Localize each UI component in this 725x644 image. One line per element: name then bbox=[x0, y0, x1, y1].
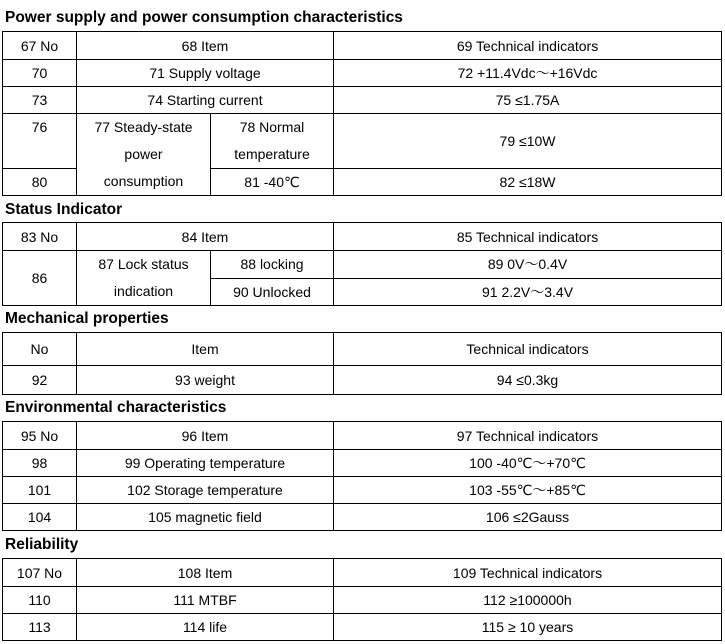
status-table bbox=[2, 222, 722, 306]
reliability-section-title: Reliability bbox=[5, 536, 79, 553]
table-row bbox=[3, 614, 722, 641]
row-item: 102 Storage temperature bbox=[77, 477, 334, 504]
environmental-table bbox=[2, 421, 722, 531]
header-no: 95 No bbox=[3, 422, 77, 450]
lock-status-line2: indication bbox=[113, 283, 174, 299]
header-tech: 85 Technical indicators bbox=[334, 223, 722, 251]
table-row bbox=[3, 251, 722, 279]
row-item: 114 life bbox=[77, 614, 334, 641]
row-no: 70 bbox=[3, 60, 77, 87]
reliability-table bbox=[2, 558, 722, 641]
row-no: 92 bbox=[3, 366, 77, 395]
row-no: 73 bbox=[3, 87, 77, 114]
steady-state-line1: 77 Steady-state bbox=[94, 119, 193, 135]
mechanical-section-title: Mechanical properties bbox=[5, 310, 169, 327]
header-no: 83 No bbox=[3, 223, 77, 251]
row-tech: 115 ≥ 10 years bbox=[334, 614, 722, 641]
header-tech: Technical indicators bbox=[334, 333, 722, 366]
row-tech: 94 ≤0.3kg bbox=[334, 366, 722, 395]
table-row bbox=[3, 477, 722, 504]
header-tech: 97 Technical indicators bbox=[334, 422, 722, 450]
row-no: 80 bbox=[3, 169, 77, 196]
row-tech: 103 -55℃～+85℃ bbox=[334, 477, 722, 504]
table-header-row bbox=[3, 223, 722, 251]
header-item: 96 Item bbox=[77, 422, 334, 450]
header-item: 68 Item bbox=[77, 32, 334, 60]
header-item: 84 Item bbox=[77, 223, 334, 251]
row-item: 99 Operating temperature bbox=[77, 450, 334, 477]
table-header-row bbox=[3, 32, 722, 60]
table-row bbox=[3, 450, 722, 477]
table-header-row bbox=[3, 422, 722, 450]
row-tech: 100 -40℃～+70℃ bbox=[334, 450, 722, 477]
unlocked-cell: 90 Unlocked bbox=[211, 278, 334, 306]
table-row bbox=[3, 87, 722, 114]
power-table bbox=[2, 31, 722, 196]
row-no: 76 bbox=[3, 114, 77, 169]
cold-temperature-cell: 81 -40℃ bbox=[211, 169, 334, 196]
mechanical-table bbox=[2, 332, 722, 395]
row-item: 111 MTBF bbox=[77, 587, 334, 614]
power-section-title: Power supply and power consumption characteristics bbox=[5, 9, 403, 26]
steady-state-line2: power bbox=[124, 146, 163, 162]
locking-cell: 88 locking bbox=[211, 251, 334, 279]
row-no: 86 bbox=[3, 251, 77, 306]
steady-state-line3: consumption bbox=[103, 173, 184, 189]
header-no: 67 No bbox=[3, 32, 77, 60]
row-no: 101 bbox=[3, 477, 77, 504]
table-header-row bbox=[3, 333, 722, 366]
row-no: 104 bbox=[3, 504, 77, 531]
row-item: 93 weight bbox=[77, 366, 334, 395]
table-row bbox=[3, 366, 722, 395]
header-item: 108 Item bbox=[77, 559, 334, 587]
table-header-row bbox=[3, 559, 722, 587]
table-row bbox=[3, 587, 722, 614]
locking-tech: 89 0V～0.4V bbox=[334, 251, 722, 279]
row-item: 105 magnetic field bbox=[77, 504, 334, 531]
row-no: 98 bbox=[3, 450, 77, 477]
unlocked-tech: 91 2.2V～3.4V bbox=[334, 278, 722, 306]
normal-temperature-cell bbox=[211, 114, 334, 169]
environmental-section-title: Environmental characteristics bbox=[5, 399, 227, 416]
normal-line2: temperature bbox=[234, 146, 310, 162]
header-tech: 69 Technical indicators bbox=[334, 32, 722, 60]
steady-state-item bbox=[77, 114, 211, 196]
normal-line1: 78 Normal bbox=[239, 119, 305, 135]
header-item: Item bbox=[77, 333, 334, 366]
row-item: 74 Starting current bbox=[77, 87, 334, 114]
row-tech: 106 ≤2Gauss bbox=[334, 504, 722, 531]
lock-status-item bbox=[77, 251, 211, 306]
row-item: 71 Supply voltage bbox=[77, 60, 334, 87]
row-no: 113 bbox=[3, 614, 77, 641]
header-no: No bbox=[3, 333, 77, 366]
row-tech: 112 ≥100000h bbox=[334, 587, 722, 614]
normal-tech: 79 ≤10W bbox=[334, 114, 722, 169]
header-no: 107 No bbox=[3, 559, 77, 587]
row-tech: 72 +11.4Vdc～+16Vdc bbox=[334, 60, 722, 87]
cold-tech: 82 ≤18W bbox=[334, 169, 722, 196]
table-row bbox=[3, 114, 722, 169]
status-section-title: Status Indicator bbox=[5, 201, 123, 218]
table-row bbox=[3, 60, 722, 87]
lock-status-line1: 87 Lock status bbox=[98, 256, 189, 272]
table-row bbox=[3, 504, 722, 531]
row-tech: 75 ≤1.75A bbox=[334, 87, 722, 114]
header-tech: 109 Technical indicators bbox=[334, 559, 722, 587]
row-no: 110 bbox=[3, 587, 77, 614]
